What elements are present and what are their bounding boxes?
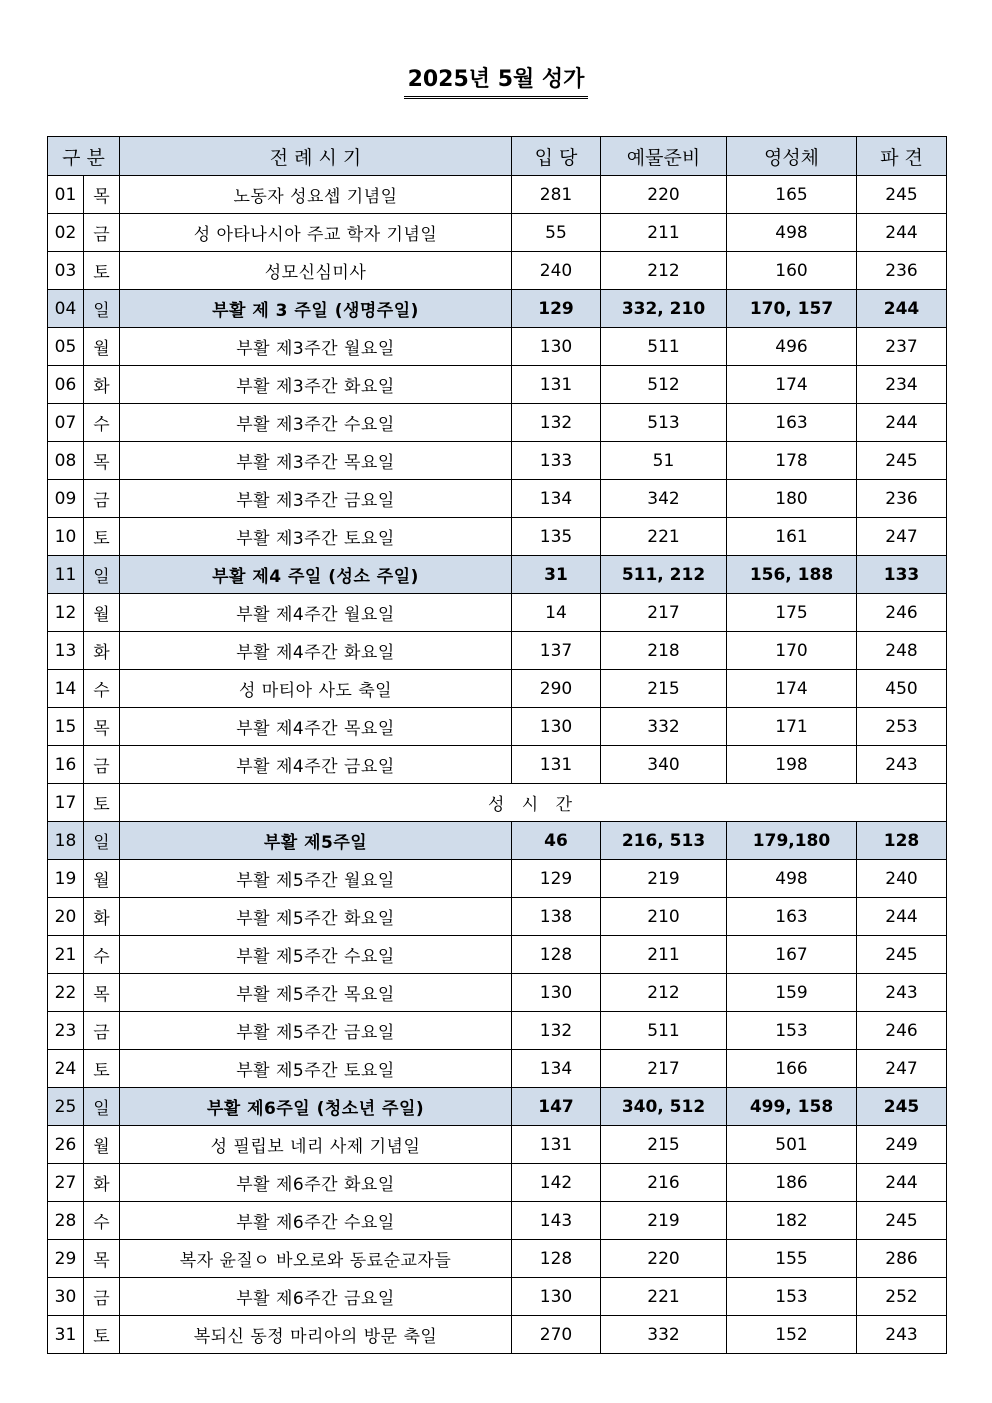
weekday-cell: 목 xyxy=(84,708,120,746)
date-cell: 11 xyxy=(48,556,84,594)
weekday-cell: 월 xyxy=(84,328,120,366)
dismissal-hymn-cell: 286 xyxy=(857,1240,947,1278)
communion-hymn-cell: 501 xyxy=(727,1126,857,1164)
offertory-hymn-cell: 220 xyxy=(601,1240,727,1278)
liturgy-cell: 부활 제 3 주일 (생명주일) xyxy=(120,290,512,328)
offertory-hymn-cell: 212 xyxy=(601,974,727,1012)
table-row xyxy=(48,1012,947,1050)
header-entrance: 입 당 xyxy=(512,137,601,176)
weekday-cell: 수 xyxy=(84,936,120,974)
communion-hymn-cell: 498 xyxy=(727,860,857,898)
header-communion: 영성체 xyxy=(727,137,857,176)
offertory-hymn-cell: 212 xyxy=(601,252,727,290)
communion-hymn-cell: 170 xyxy=(727,632,857,670)
offertory-hymn-cell: 221 xyxy=(601,518,727,556)
entrance-hymn-cell: 46 xyxy=(512,822,601,860)
dismissal-hymn-cell: 243 xyxy=(857,974,947,1012)
date-cell: 05 xyxy=(48,328,84,366)
weekday-cell: 화 xyxy=(84,366,120,404)
weekday-cell: 토 xyxy=(84,252,120,290)
weekday-cell: 화 xyxy=(84,632,120,670)
date-cell: 04 xyxy=(48,290,84,328)
communion-hymn-cell: 167 xyxy=(727,936,857,974)
entrance-hymn-cell: 138 xyxy=(512,898,601,936)
table-row xyxy=(48,1164,947,1202)
dismissal-hymn-cell: 237 xyxy=(857,328,947,366)
weekday-cell: 월 xyxy=(84,594,120,632)
date-cell: 08 xyxy=(48,442,84,480)
date-cell: 06 xyxy=(48,366,84,404)
dismissal-hymn-cell: 252 xyxy=(857,1278,947,1316)
liturgy-cell: 부활 제6주간 수요일 xyxy=(120,1202,512,1240)
weekday-cell: 금 xyxy=(84,746,120,784)
communion-hymn-cell: 182 xyxy=(727,1202,857,1240)
offertory-hymn-cell: 211 xyxy=(601,936,727,974)
offertory-hymn-cell: 219 xyxy=(601,860,727,898)
offertory-hymn-cell: 340 xyxy=(601,746,727,784)
date-cell: 20 xyxy=(48,898,84,936)
table-row xyxy=(48,480,947,518)
weekday-cell: 목 xyxy=(84,974,120,1012)
weekday-cell: 토 xyxy=(84,518,120,556)
communion-hymn-cell: 498 xyxy=(727,214,857,252)
table-body xyxy=(48,176,947,1354)
table-row xyxy=(48,1088,947,1126)
table-row xyxy=(48,784,947,822)
date-cell: 23 xyxy=(48,1012,84,1050)
weekday-cell: 금 xyxy=(84,1278,120,1316)
liturgy-cell: 부활 제3주간 화요일 xyxy=(120,366,512,404)
communion-hymn-cell: 496 xyxy=(727,328,857,366)
offertory-hymn-cell: 511 xyxy=(601,328,727,366)
header-dismissal: 파 견 xyxy=(857,137,947,176)
liturgy-cell: 성 마티아 사도 축일 xyxy=(120,670,512,708)
communion-hymn-cell: 180 xyxy=(727,480,857,518)
dismissal-hymn-cell: 246 xyxy=(857,1012,947,1050)
date-cell: 09 xyxy=(48,480,84,518)
header-row xyxy=(48,137,947,176)
dismissal-hymn-cell: 244 xyxy=(857,290,947,328)
dismissal-hymn-cell: 246 xyxy=(857,594,947,632)
offertory-hymn-cell: 340, 512 xyxy=(601,1088,727,1126)
offertory-hymn-cell: 220 xyxy=(601,176,727,214)
communion-hymn-cell: 152 xyxy=(727,1316,857,1354)
dismissal-hymn-cell: 245 xyxy=(857,1088,947,1126)
merged-cell: 성 시 간 xyxy=(120,784,947,822)
entrance-hymn-cell: 290 xyxy=(512,670,601,708)
date-cell: 28 xyxy=(48,1202,84,1240)
table-row xyxy=(48,898,947,936)
liturgy-cell: 부활 제3주간 월요일 xyxy=(120,328,512,366)
weekday-cell: 월 xyxy=(84,860,120,898)
entrance-hymn-cell: 142 xyxy=(512,1164,601,1202)
dismissal-hymn-cell: 245 xyxy=(857,936,947,974)
table-row xyxy=(48,1316,947,1354)
liturgy-cell: 부활 제4주간 화요일 xyxy=(120,632,512,670)
liturgy-cell: 부활 제4 주일 (성소 주일) xyxy=(120,556,512,594)
communion-hymn-cell: 163 xyxy=(727,404,857,442)
liturgy-cell: 성 필립보 네리 사제 기념일 xyxy=(120,1126,512,1164)
entrance-hymn-cell: 137 xyxy=(512,632,601,670)
entrance-hymn-cell: 131 xyxy=(512,746,601,784)
date-cell: 15 xyxy=(48,708,84,746)
entrance-hymn-cell: 129 xyxy=(512,290,601,328)
date-cell: 30 xyxy=(48,1278,84,1316)
liturgy-cell: 부활 제6주간 금요일 xyxy=(120,1278,512,1316)
weekday-cell: 토 xyxy=(84,784,120,822)
table-row xyxy=(48,1240,947,1278)
date-cell: 10 xyxy=(48,518,84,556)
communion-hymn-cell: 186 xyxy=(727,1164,857,1202)
offertory-hymn-cell: 217 xyxy=(601,594,727,632)
offertory-hymn-cell: 342 xyxy=(601,480,727,518)
communion-hymn-cell: 155 xyxy=(727,1240,857,1278)
table-row xyxy=(48,214,947,252)
table-row xyxy=(48,328,947,366)
table-row xyxy=(48,442,947,480)
offertory-hymn-cell: 219 xyxy=(601,1202,727,1240)
communion-hymn-cell: 175 xyxy=(727,594,857,632)
dismissal-hymn-cell: 244 xyxy=(857,898,947,936)
liturgy-cell: 부활 제6주일 (청소년 주일) xyxy=(120,1088,512,1126)
entrance-hymn-cell: 270 xyxy=(512,1316,601,1354)
entrance-hymn-cell: 130 xyxy=(512,328,601,366)
offertory-hymn-cell: 210 xyxy=(601,898,727,936)
offertory-hymn-cell: 332, 210 xyxy=(601,290,727,328)
offertory-hymn-cell: 216 xyxy=(601,1164,727,1202)
entrance-hymn-cell: 129 xyxy=(512,860,601,898)
liturgy-cell: 부활 제5주간 목요일 xyxy=(120,974,512,1012)
dismissal-hymn-cell: 133 xyxy=(857,556,947,594)
table-row xyxy=(48,1050,947,1088)
offertory-hymn-cell: 216, 513 xyxy=(601,822,727,860)
date-cell: 01 xyxy=(48,176,84,214)
dismissal-hymn-cell: 128 xyxy=(857,822,947,860)
liturgy-cell: 부활 제4주간 월요일 xyxy=(120,594,512,632)
weekday-cell: 월 xyxy=(84,1126,120,1164)
entrance-hymn-cell: 130 xyxy=(512,1278,601,1316)
table-row xyxy=(48,708,947,746)
weekday-cell: 토 xyxy=(84,1050,120,1088)
entrance-hymn-cell: 132 xyxy=(512,404,601,442)
offertory-hymn-cell: 513 xyxy=(601,404,727,442)
weekday-cell: 수 xyxy=(84,670,120,708)
entrance-hymn-cell: 281 xyxy=(512,176,601,214)
communion-hymn-cell: 499, 158 xyxy=(727,1088,857,1126)
dismissal-hymn-cell: 244 xyxy=(857,404,947,442)
table-row xyxy=(48,366,947,404)
liturgy-cell: 부활 제5주일 xyxy=(120,822,512,860)
communion-hymn-cell: 198 xyxy=(727,746,857,784)
communion-hymn-cell: 166 xyxy=(727,1050,857,1088)
weekday-cell: 화 xyxy=(84,1164,120,1202)
offertory-hymn-cell: 215 xyxy=(601,670,727,708)
weekday-cell: 목 xyxy=(84,176,120,214)
offertory-hymn-cell: 332 xyxy=(601,708,727,746)
communion-hymn-cell: 171 xyxy=(727,708,857,746)
communion-hymn-cell: 153 xyxy=(727,1278,857,1316)
date-cell: 16 xyxy=(48,746,84,784)
communion-hymn-cell: 165 xyxy=(727,176,857,214)
table-row xyxy=(48,746,947,784)
communion-hymn-cell: 156, 188 xyxy=(727,556,857,594)
dismissal-hymn-cell: 247 xyxy=(857,1050,947,1088)
date-cell: 26 xyxy=(48,1126,84,1164)
table-row xyxy=(48,594,947,632)
entrance-hymn-cell: 133 xyxy=(512,442,601,480)
communion-hymn-cell: 161 xyxy=(727,518,857,556)
date-cell: 21 xyxy=(48,936,84,974)
table-row xyxy=(48,860,947,898)
entrance-hymn-cell: 14 xyxy=(512,594,601,632)
weekday-cell: 목 xyxy=(84,442,120,480)
liturgy-cell: 부활 제4주간 금요일 xyxy=(120,746,512,784)
liturgy-cell: 부활 제6주간 화요일 xyxy=(120,1164,512,1202)
weekday-cell: 토 xyxy=(84,1316,120,1354)
date-cell: 02 xyxy=(48,214,84,252)
dismissal-hymn-cell: 243 xyxy=(857,746,947,784)
table-row xyxy=(48,252,947,290)
liturgy-cell: 성 아타나시아 주교 학자 기념일 xyxy=(120,214,512,252)
weekday-cell: 금 xyxy=(84,1012,120,1050)
date-cell: 12 xyxy=(48,594,84,632)
dismissal-hymn-cell: 450 xyxy=(857,670,947,708)
dismissal-hymn-cell: 253 xyxy=(857,708,947,746)
weekday-cell: 금 xyxy=(84,214,120,252)
entrance-hymn-cell: 143 xyxy=(512,1202,601,1240)
weekday-cell: 화 xyxy=(84,898,120,936)
dismissal-hymn-cell: 245 xyxy=(857,1202,947,1240)
weekday-cell: 일 xyxy=(84,822,120,860)
entrance-hymn-cell: 147 xyxy=(512,1088,601,1126)
dismissal-hymn-cell: 240 xyxy=(857,860,947,898)
date-cell: 07 xyxy=(48,404,84,442)
offertory-hymn-cell: 332 xyxy=(601,1316,727,1354)
entrance-hymn-cell: 132 xyxy=(512,1012,601,1050)
dismissal-hymn-cell: 243 xyxy=(857,1316,947,1354)
date-cell: 17 xyxy=(48,784,84,822)
date-cell: 27 xyxy=(48,1164,84,1202)
entrance-hymn-cell: 55 xyxy=(512,214,601,252)
table-row xyxy=(48,290,947,328)
table-row xyxy=(48,404,947,442)
dismissal-hymn-cell: 247 xyxy=(857,518,947,556)
liturgy-cell: 부활 제3주간 금요일 xyxy=(120,480,512,518)
table-row xyxy=(48,974,947,1012)
header-liturgy: 전 례 시 기 xyxy=(120,137,512,176)
communion-hymn-cell: 174 xyxy=(727,366,857,404)
communion-hymn-cell: 178 xyxy=(727,442,857,480)
dismissal-hymn-cell: 245 xyxy=(857,442,947,480)
liturgy-cell: 부활 제5주간 토요일 xyxy=(120,1050,512,1088)
liturgy-cell: 복되신 동정 마리아의 방문 축일 xyxy=(120,1316,512,1354)
table-row xyxy=(48,670,947,708)
date-cell: 22 xyxy=(48,974,84,1012)
table-row xyxy=(48,176,947,214)
date-cell: 31 xyxy=(48,1316,84,1354)
table-row xyxy=(48,1202,947,1240)
date-cell: 13 xyxy=(48,632,84,670)
entrance-hymn-cell: 134 xyxy=(512,480,601,518)
weekday-cell: 목 xyxy=(84,1240,120,1278)
weekday-cell: 일 xyxy=(84,1088,120,1126)
offertory-hymn-cell: 511, 212 xyxy=(601,556,727,594)
liturgy-cell: 부활 제3주간 수요일 xyxy=(120,404,512,442)
date-cell: 14 xyxy=(48,670,84,708)
liturgy-cell: 성모신심미사 xyxy=(120,252,512,290)
communion-hymn-cell: 160 xyxy=(727,252,857,290)
communion-hymn-cell: 153 xyxy=(727,1012,857,1050)
dismissal-hymn-cell: 249 xyxy=(857,1126,947,1164)
entrance-hymn-cell: 128 xyxy=(512,1240,601,1278)
entrance-hymn-cell: 130 xyxy=(512,974,601,1012)
liturgy-cell: 부활 제4주간 목요일 xyxy=(120,708,512,746)
entrance-hymn-cell: 135 xyxy=(512,518,601,556)
dismissal-hymn-cell: 244 xyxy=(857,1164,947,1202)
offertory-hymn-cell: 511 xyxy=(601,1012,727,1050)
table-row xyxy=(48,936,947,974)
hymn-schedule-table xyxy=(47,136,947,1354)
entrance-hymn-cell: 131 xyxy=(512,1126,601,1164)
liturgy-cell: 부활 제3주간 토요일 xyxy=(120,518,512,556)
entrance-hymn-cell: 240 xyxy=(512,252,601,290)
dismissal-hymn-cell: 245 xyxy=(857,176,947,214)
entrance-hymn-cell: 131 xyxy=(512,366,601,404)
offertory-hymn-cell: 218 xyxy=(601,632,727,670)
liturgy-cell: 부활 제5주간 수요일 xyxy=(120,936,512,974)
communion-hymn-cell: 179,180 xyxy=(727,822,857,860)
liturgy-cell: 노동자 성요셉 기념일 xyxy=(120,176,512,214)
dismissal-hymn-cell: 236 xyxy=(857,252,947,290)
date-cell: 03 xyxy=(48,252,84,290)
entrance-hymn-cell: 128 xyxy=(512,936,601,974)
table-row xyxy=(48,1126,947,1164)
offertory-hymn-cell: 211 xyxy=(601,214,727,252)
offertory-hymn-cell: 51 xyxy=(601,442,727,480)
communion-hymn-cell: 163 xyxy=(727,898,857,936)
liturgy-cell: 부활 제5주간 금요일 xyxy=(120,1012,512,1050)
table-row xyxy=(48,556,947,594)
dismissal-hymn-cell: 236 xyxy=(857,480,947,518)
table-row xyxy=(48,822,947,860)
date-cell: 29 xyxy=(48,1240,84,1278)
weekday-cell: 수 xyxy=(84,404,120,442)
offertory-hymn-cell: 215 xyxy=(601,1126,727,1164)
offertory-hymn-cell: 221 xyxy=(601,1278,727,1316)
table-row xyxy=(48,518,947,556)
communion-hymn-cell: 159 xyxy=(727,974,857,1012)
table-row xyxy=(48,1278,947,1316)
dismissal-hymn-cell: 248 xyxy=(857,632,947,670)
offertory-hymn-cell: 217 xyxy=(601,1050,727,1088)
date-cell: 24 xyxy=(48,1050,84,1088)
entrance-hymn-cell: 134 xyxy=(512,1050,601,1088)
liturgy-cell: 부활 제5주간 월요일 xyxy=(120,860,512,898)
dismissal-hymn-cell: 244 xyxy=(857,214,947,252)
weekday-cell: 수 xyxy=(84,1202,120,1240)
date-cell: 19 xyxy=(48,860,84,898)
communion-hymn-cell: 170, 157 xyxy=(727,290,857,328)
liturgy-cell: 부활 제5주간 화요일 xyxy=(120,898,512,936)
communion-hymn-cell: 174 xyxy=(727,670,857,708)
weekday-cell: 일 xyxy=(84,556,120,594)
liturgy-cell: 복자 윤질ㅇ 바오로와 동료순교자들 xyxy=(120,1240,512,1278)
date-cell: 25 xyxy=(48,1088,84,1126)
weekday-cell: 일 xyxy=(84,290,120,328)
dismissal-hymn-cell: 234 xyxy=(857,366,947,404)
offertory-hymn-cell: 512 xyxy=(601,366,727,404)
entrance-hymn-cell: 31 xyxy=(512,556,601,594)
date-cell: 18 xyxy=(48,822,84,860)
weekday-cell: 금 xyxy=(84,480,120,518)
entrance-hymn-cell: 130 xyxy=(512,708,601,746)
page-title: 2025년 5월 성가 xyxy=(404,66,589,99)
page-title-wrap xyxy=(0,66,992,99)
liturgy-cell: 부활 제3주간 목요일 xyxy=(120,442,512,480)
header-offertory: 예물준비 xyxy=(601,137,727,176)
table-row xyxy=(48,632,947,670)
header-category: 구 분 xyxy=(48,137,120,176)
